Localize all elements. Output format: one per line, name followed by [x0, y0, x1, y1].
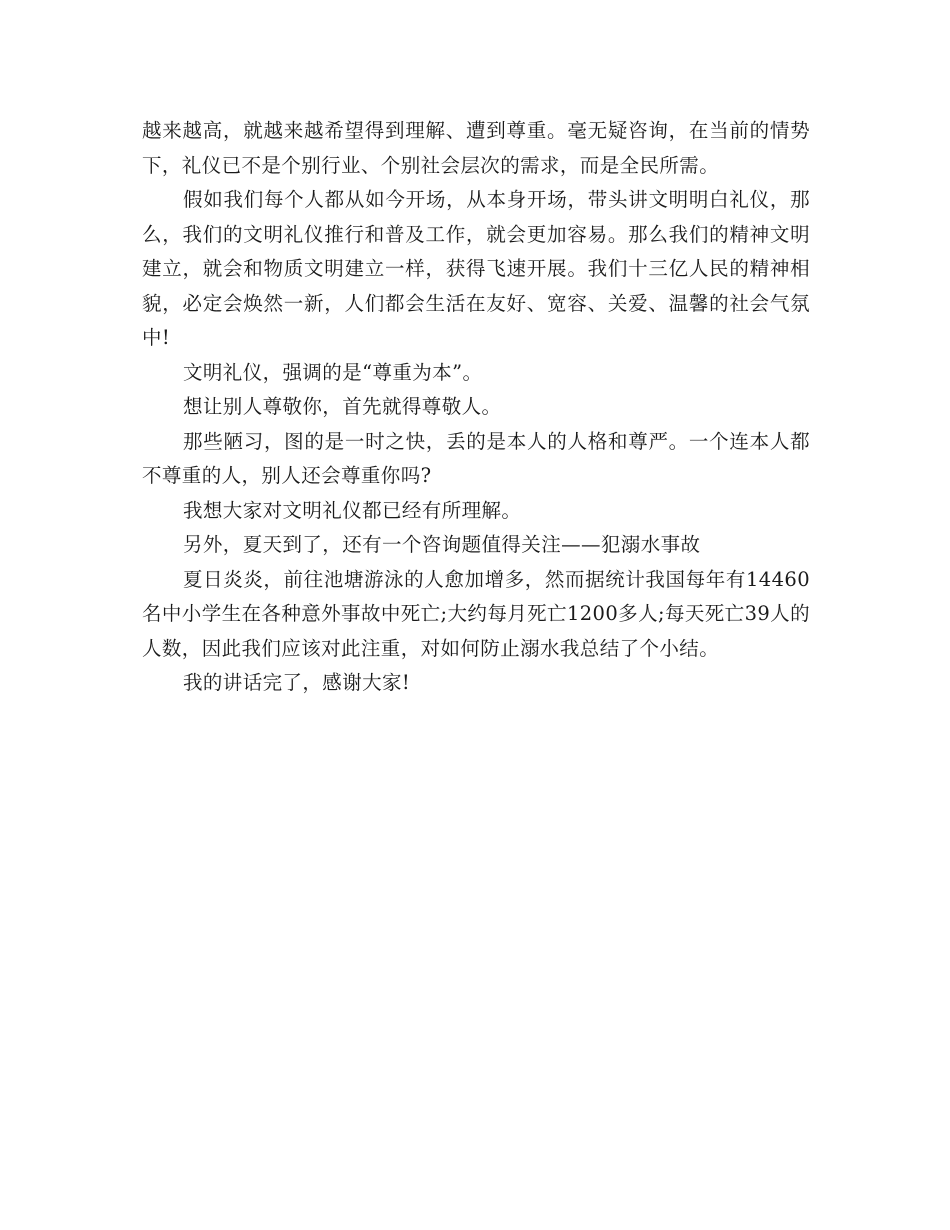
paragraph-bad-habits: 那些陋习，图的是一时之快，丢的是本人的人格和尊严。一个连本人都不尊重的人，别人还会尊重你吗?	[142, 429, 810, 487]
document-page	[142, 114, 810, 701]
paragraph-continuation: 越来越高，就越来越希望得到理解、遭到尊重。毫无疑咨询，在当前的情势下，礼仪已不是个别行业、个别社会层次的需求，而是全民所需。	[142, 119, 810, 177]
paragraph-drowning-statistics: 夏日炎炎，前往池塘游泳的人愈加增多，然而据统计我国每年有14460名中小学生在各种意外事故中死亡;大约每月死亡1200多人;每天死亡39人的人数，因此我们应该对此注重，对如何防止溺水我总结了个小结。	[142, 567, 810, 660]
paragraph-civility-goal: 假如我们每个人都从如今开场，从本身开场，带头讲文明明白礼仪，那么，我们的文明礼仪推行和普及工作，就会更加容易。那么我们的精神文明建立，就会和物质文明建立一样，获得飞速开展。我们十三亿人民的精神相貌，必定会焕然一新，人们都会生活在友好、宽容、关爱、温馨的社会气氛中!	[142, 188, 810, 349]
paragraph-respect-principle: 文明礼仪，强调的是“尊重为本”。	[183, 360, 483, 384]
paragraph-respect-others: 想让别人尊敬你，首先就得尊敬人。	[183, 395, 502, 418]
paragraph-closing: 我的讲话完了，感谢大家!	[183, 671, 411, 694]
paragraph-drowning-topic: 另外，夏天到了，还有一个咨询题值得关注——犯溺水事故	[183, 533, 701, 556]
paragraph-understanding: 我想大家对文明礼仪都已经有所理解。	[183, 498, 522, 522]
